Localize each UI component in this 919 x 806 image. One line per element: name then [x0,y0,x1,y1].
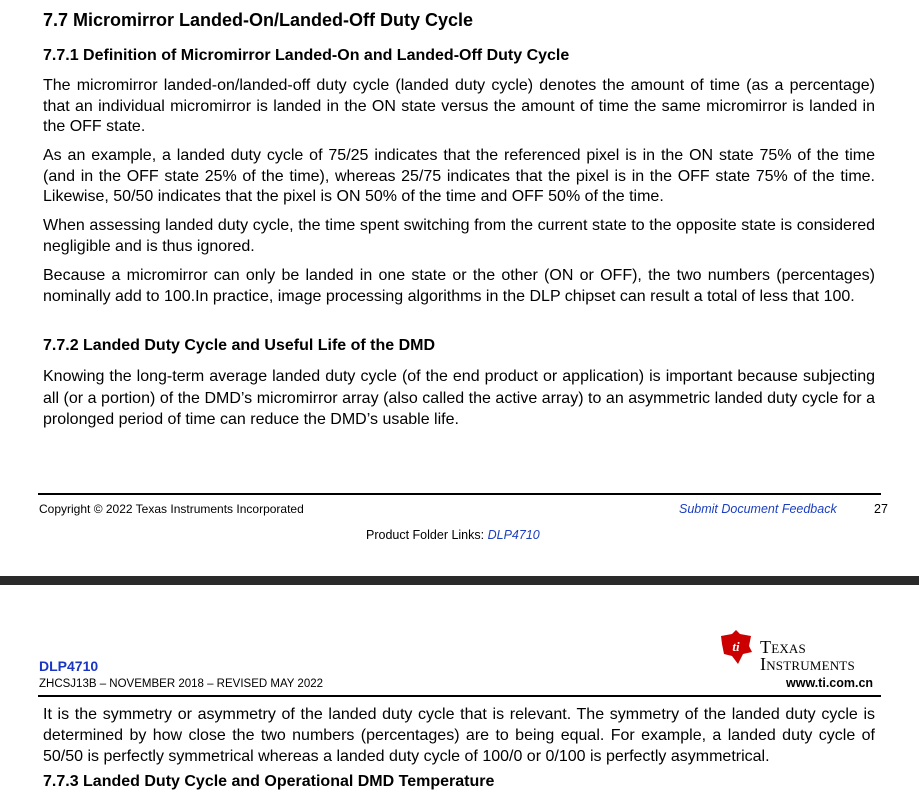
ti-logo-line2: Instruments [760,654,855,674]
page-separator [0,576,919,585]
website-link[interactable]: www.ti.com.cn [786,676,874,690]
ti-logo-line1: Texas [760,637,806,657]
section-title: 7.7 Micromirror Landed-On/Landed-Off Duty Cycle [43,10,474,30]
paragraph-definition: The micromirror landed-on/landed-off duty cycle (landed duty cycle) denotes the amount of time (as a percentage) that an individual micromirror is landed in the ON state versus the amount of time the same micromirror is landed in the OFF state. [43,77,875,135]
ti-logo-icon [718,630,754,664]
document-meta: ZHCSJ13B – NOVEMBER 2018 – REVISED MAY 2022 [39,678,324,690]
document-name[interactable]: DLP4710 [39,658,99,674]
paragraph-switching: When assessing landed duty cycle, the time spent switching from the current state to the opposite state is considered negligible and is thus ignored. [43,217,875,255]
subsection-title-7-7-1: 7.7.1 Definition of Micromirror Landed-On and Landed-Off Duty Cycle [43,47,570,64]
svg-text:ti: ti [732,639,740,654]
page-number: 27 [874,502,888,516]
header-rule [38,695,881,697]
folder-label: Product Folder Links: [366,528,488,542]
paragraph-percentages: Because a micromirror can only be landed in one state or the other (ON or OFF), the two numbers (percentages) nominally add to 100.In practice, image processing algorithms in the DLP chipset can result a total of less that 100. [43,267,875,305]
paragraph-symmetry: It is the symmetry or asymmetry of the landed duty cycle that is relevant. The symmetry of the landed duty cycle is determined by how close the two numbers (percentages) are to being equal. For example, a landed duty cycle of 50/50 is perfectly symmetrical whereas a landed duty cycle of 100/0 or 0/100 is perfectly asymmetrical. [43,706,875,765]
copyright-text: Copyright © 2022 Texas Instruments Incorporated [39,502,304,516]
ti-logo-text [760,639,880,673]
submit-feedback-link[interactable]: Submit Document Feedback [679,502,837,516]
paragraph-example: As an example, a landed duty cycle of 75/25 indicates that the referenced pixel is in the ON state 75% of the time (and in the OFF state 25% of the time), whereas 25/75 indicates that the pixel is in the OFF state 75% of the time. Likewise, 50/50 indicates that the pixel is ON 50% of the time and OFF 50% of the time. [43,147,875,205]
subsection-title-7-7-3: 7.7.3 Landed Duty Cycle and Operational DMD Temperature [43,773,495,790]
folder-link-dlp4710[interactable]: DLP4710 [487,528,540,542]
paragraph-useful-life: Knowing the long-term average landed duty cycle (of the end product or application) is important because subjecting all (or a portion) of the DMD’s micromirror array (also called the active array) to an asymmetric landed duty cycle for a prolonged period of time can reduce the DMD’s usable life. [43,368,875,428]
product-folder-links [366,528,540,542]
footer-rule [38,493,881,495]
subsection-title-7-7-2: 7.7.2 Landed Duty Cycle and Useful Life of the DMD [43,337,436,354]
